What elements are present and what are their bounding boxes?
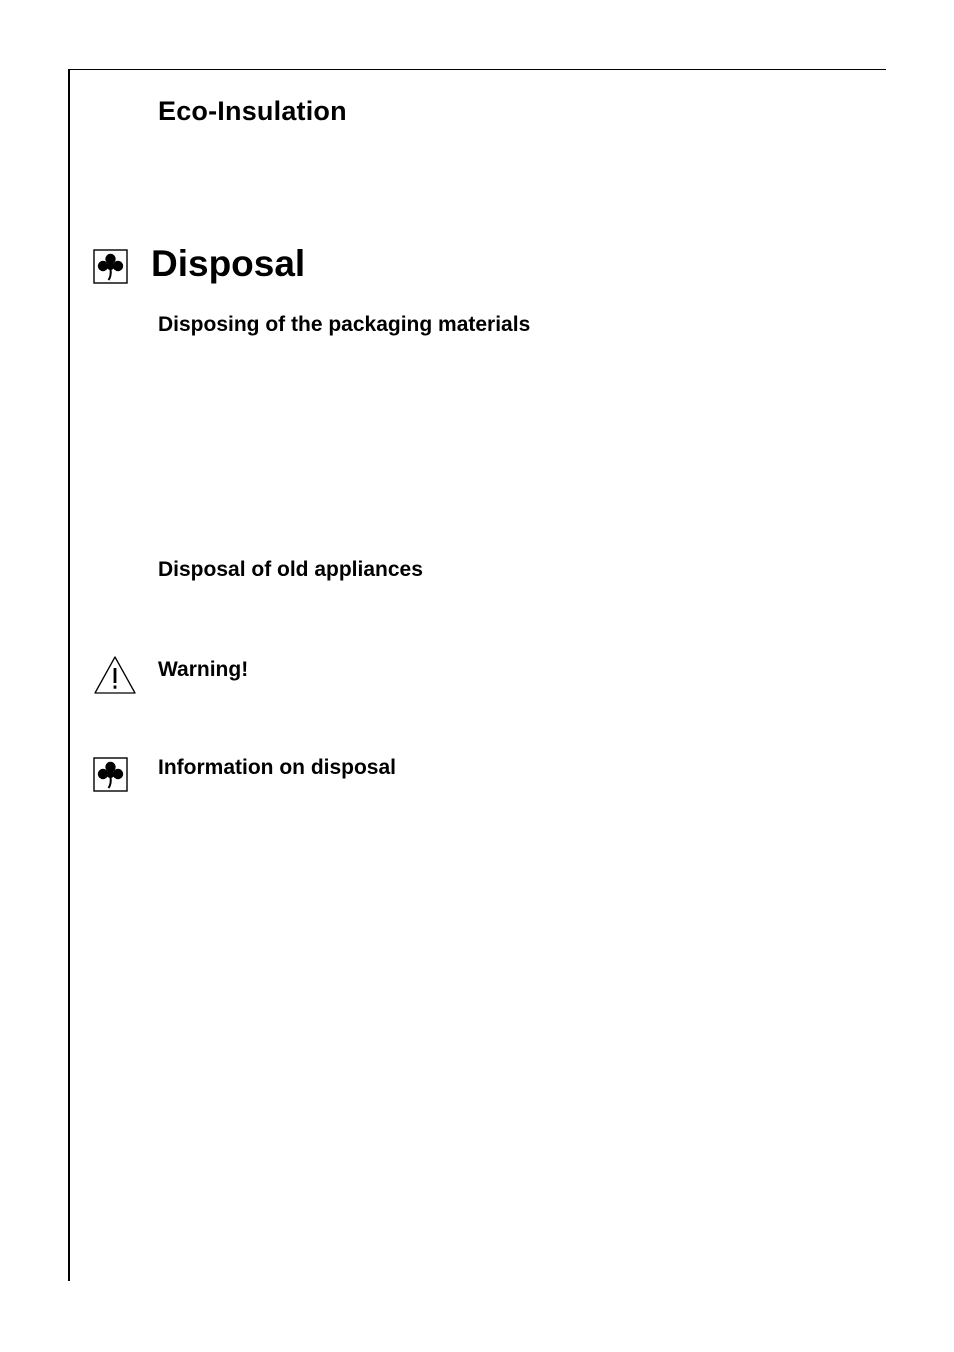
environment-cloverleaf-icon	[93, 757, 128, 792]
warning-triangle-icon	[93, 655, 137, 695]
chapter-title: Disposal	[151, 243, 306, 284]
left-margin-rule	[68, 69, 70, 1281]
subheading-warning: Warning!	[158, 658, 249, 681]
environment-cloverleaf-icon	[93, 249, 128, 284]
top-rule	[68, 69, 886, 70]
subheading-information: Information on disposal	[158, 756, 397, 779]
subheading-old-appliances: Disposal of old appliances	[158, 558, 423, 581]
section-heading: Eco-Insulation	[158, 96, 347, 126]
subheading-packaging: Disposing of the packaging materials	[158, 313, 531, 336]
